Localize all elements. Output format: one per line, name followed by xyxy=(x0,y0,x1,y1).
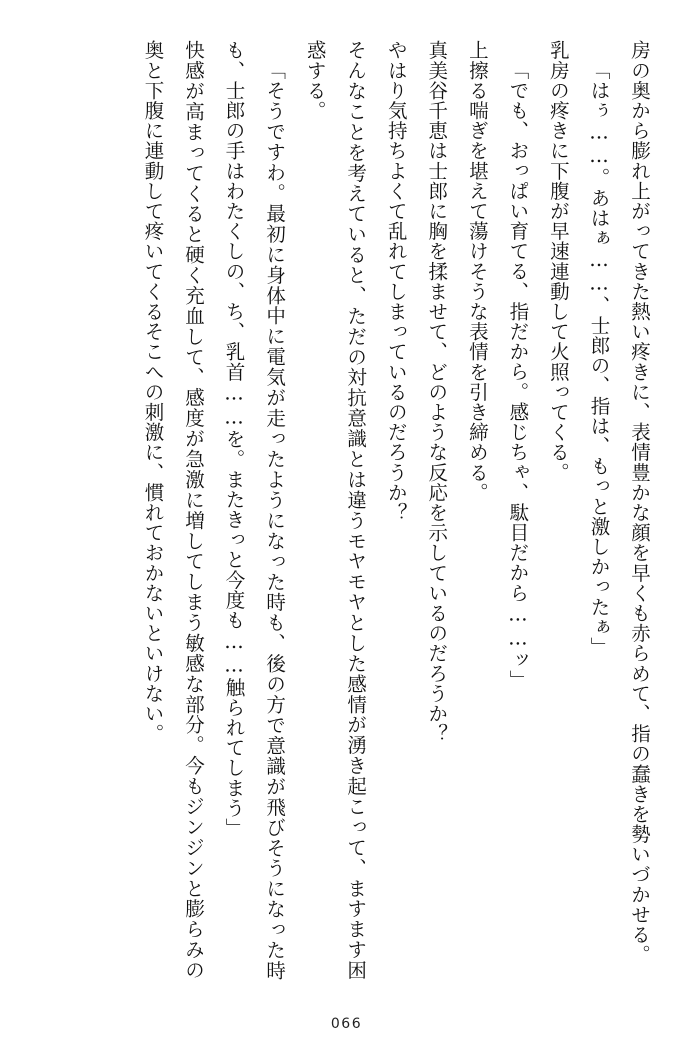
paragraph: 乳房の疼きに下腹が早速連動して火照ってくる。 xyxy=(546,40,570,483)
paragraph: 快感が高まってくると硬く充血して、感度が急激に増してしまう敏感な部分。今もジンジンと膨らみの奥と下腹に連動して疼いてくるそこへの刺激に、慣れておかないといけない。 xyxy=(141,40,205,980)
vertical-text-body xyxy=(34,40,659,980)
paragraph: 房の奥から膨れ上がってきた熱い疼きに、表情豊かな顔を早くも赤らめて、指の蠢きを勢いづかせる。 xyxy=(628,40,651,965)
paragraph: 真美谷千恵は士郎に胸を揉ませて、どのような反応を示しているのだろうか？ xyxy=(425,40,449,744)
page-number: 066 xyxy=(330,1016,363,1032)
paragraph: 上擦る喘ぎを堪えて蕩けそうな表情を引き締める。 xyxy=(465,40,489,503)
paragraph: 「そうですわ。最初に身体中に電気が走ったようになった時も、後の方で意識が飛びそうになった時も、士郎の手はわたくしの、ち、乳首……を。またきっと今度も……触られてしまう」 xyxy=(222,40,287,980)
paragraph: 「はぅ……。あはぁ……、士郎の、指は、もっと激しかったぁ」 xyxy=(587,59,611,657)
paragraph: 「でも、おっぱい育てる、指だから。感じちゃ、駄目だから……ッ」 xyxy=(506,59,530,690)
paragraph: やはり気持ちよくて乱れてしまっているのだろうか？ xyxy=(384,40,408,523)
paragraph: そんなことを考えていると、ただの対抗意識とは違うモヤモヤとした感情が湧き起こって、ますます困惑する。 xyxy=(303,40,368,980)
